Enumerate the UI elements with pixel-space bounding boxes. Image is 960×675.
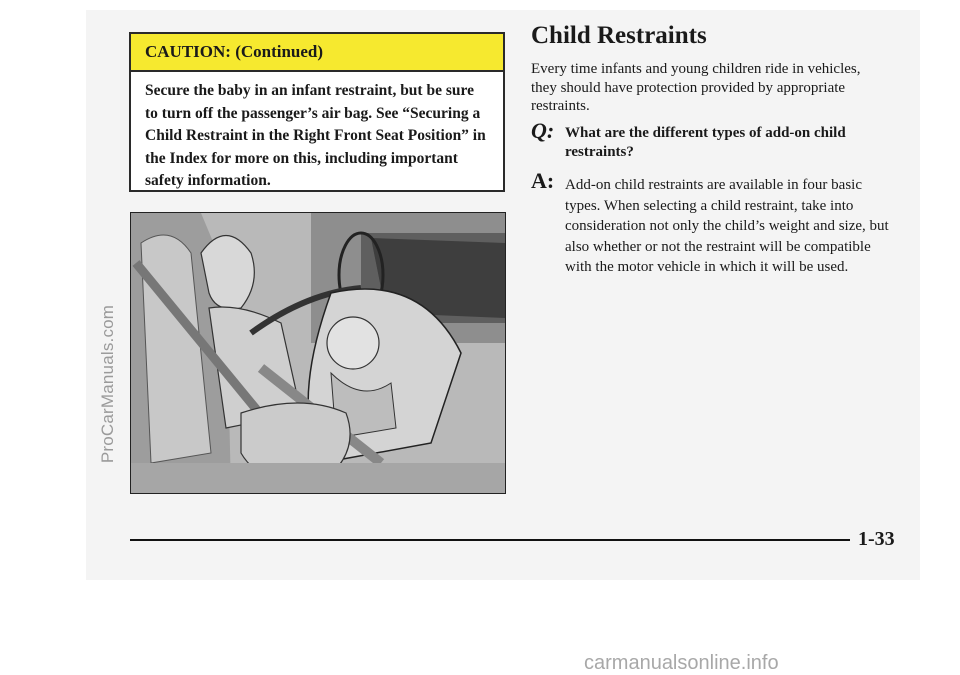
page-number: 1-33 [858, 528, 895, 550]
answer-label: A: [531, 168, 555, 193]
caution-body: Secure the baby in an infant restraint, but be sure to turn off the passenger’s air bag. See “Securing a Child Restraint in the Right Front Seat Position” in the Index for more on this, including important safety information. [145, 82, 486, 189]
question-label: Q: [531, 118, 555, 143]
footer-watermark: carmanualsonline.info [584, 652, 779, 674]
infant-restraint-illustration [130, 212, 506, 494]
footer-rule [130, 539, 850, 541]
question-text: What are the different types of add-on child restraints? [565, 125, 846, 160]
caution-box [129, 32, 505, 192]
intro-paragraph: Every time infants and young children ride in vehicles, they should have protection provided by appropriate restraints. [531, 61, 861, 114]
answer-text: Add-on child restraints are available in four basic types. When selecting a child restraint, take into consideration not only the child’s weight and size, but also whether or not the restraint will be compatible with the motor vehicle in which it will be used. [565, 177, 889, 275]
section-title: Child Restraints [531, 22, 707, 49]
caution-header: CAUTION: (Continued) [131, 34, 503, 72]
illustration-svg [131, 213, 505, 493]
side-watermark: ProCarManuals.com [98, 304, 117, 464]
